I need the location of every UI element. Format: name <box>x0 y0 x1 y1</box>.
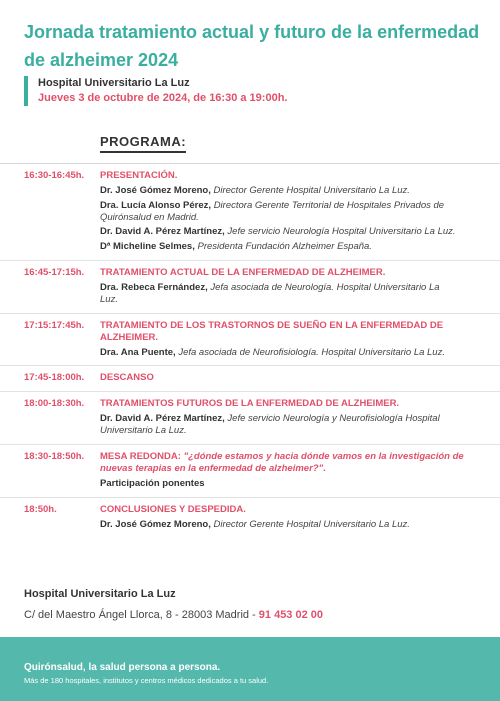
session-note: Participación ponentes <box>100 477 205 489</box>
session-time: 17:15:17:45h. <box>24 319 85 331</box>
session-title: PRESENTACIÓN. <box>100 170 178 181</box>
speaker-name: Dr. José Gómez Moreno, <box>100 185 211 196</box>
speaker-list <box>24 519 476 531</box>
session-title: TRATAMIENTO ACTUAL DE LA ENFERMEDAD DE ALZHEIMER. <box>100 266 386 278</box>
session-tratamiento-actual <box>0 261 500 314</box>
speaker-list <box>24 185 476 253</box>
speaker-name: Dra. Ana Puente, <box>100 346 176 358</box>
speaker-role: Jefa asociada de Neurología. Hospital Universitario La Luz. <box>100 281 440 305</box>
speaker-role: Director Gerente Hospital Universitario La Luz. <box>213 518 410 530</box>
session-title: CONCLUSIONES Y DESPEDIDA. <box>100 503 246 515</box>
speaker <box>100 347 476 359</box>
session-time: 18:30-18:50h. <box>24 450 85 462</box>
speaker <box>100 226 476 238</box>
speaker <box>100 519 476 531</box>
speaker-name: Dr. David A. Pérez Martínez, <box>100 413 225 425</box>
speaker <box>100 478 476 490</box>
hospital-address: C/ del Maestro Ángel Llorca, 8 - 28003 Madrid - <box>24 609 259 621</box>
speaker-list <box>24 347 476 359</box>
hospital-phone: 91 453 02 00 <box>258 609 324 621</box>
speaker-role: Director Gerente Hospital Universitario La Luz. <box>213 185 410 196</box>
program-list <box>0 163 500 538</box>
speaker-name: Dra. Lucía Alonso Pérez, <box>100 199 212 211</box>
speaker-list <box>24 478 476 490</box>
session-time: 18:00-18:30h. <box>24 398 85 410</box>
brand-banner <box>0 637 500 701</box>
session-title-question: "¿dónde estamos y hacia dónde vamos en la investigación de nuevas terapias en la enfermedad de alzheimer?" <box>100 450 464 474</box>
speaker <box>100 282 476 306</box>
session-title <box>100 451 476 475</box>
brand-slogan: Quirónsalud, la salud persona a persona. <box>24 662 221 673</box>
session-title: TRATAMIENTO DE LOS TRASTORNOS DE SUEÑO EN LA ENFERMEDAD DE ALZHEIMER. <box>100 319 444 343</box>
speaker <box>100 413 476 437</box>
hospital-address-line <box>24 607 323 623</box>
session-title-suffix: . <box>323 462 326 474</box>
speaker-role: Jefe servicio Neurología Hospital Universitario La Luz. <box>227 226 456 238</box>
session-presentacion <box>0 164 500 261</box>
session-tratamientos-futuros <box>0 392 500 445</box>
session-time: 18:50h. <box>24 503 57 515</box>
speaker-list <box>24 413 476 437</box>
session-title-prefix: MESA REDONDA: <box>100 450 184 462</box>
session-time: 16:45-17:15h. <box>24 266 85 278</box>
speaker-role: Jefe servicio Neurología y Neurofisiología Hospital Universitario La Luz. <box>100 413 440 437</box>
speaker-name: Dr. David A. Pérez Martínez, <box>100 226 225 238</box>
session-mesa-redonda <box>0 445 500 498</box>
session-descanso <box>0 366 500 392</box>
event-venue: Hospital Universitario La Luz <box>38 77 190 89</box>
speaker <box>100 200 476 224</box>
session-time: 17:45-18:00h. <box>24 372 85 384</box>
speaker-role: Jefa asociada de Neurofisiología. Hospital Universitario La Luz. <box>178 346 445 358</box>
session-time: 16:30-16:45h. <box>24 170 85 181</box>
speaker-name: Dª Micheline Selmes, <box>100 241 195 253</box>
speaker <box>100 241 476 253</box>
speaker-name: Dr. José Gómez Moreno, <box>100 518 211 530</box>
program-heading: PROGRAMA: <box>100 134 186 153</box>
session-trastornos-sueno <box>0 314 500 367</box>
speaker <box>100 185 476 197</box>
session-title: TRATAMIENTOS FUTUROS DE LA ENFERMEDAD DE ALZHEIMER. <box>100 398 400 410</box>
hospital-contact <box>24 587 323 623</box>
session-conclusiones <box>0 498 500 538</box>
event-date: Jueves 3 de octubre de 2024, de 16:30 a 19:00h. <box>38 92 288 104</box>
brand-subtitle: Más de 180 hospitales, institutos y centros médicos dedicados a tu salud. <box>24 676 269 685</box>
speaker-name: Dra. Rebeca Fernández, <box>100 281 208 293</box>
speaker-role: Presidenta Fundación Alzheimer España. <box>197 241 372 253</box>
speaker-list <box>24 282 476 306</box>
speaker-role: Directora Gerente Territorial de Hospitales Privados de Quirónsalud en Madrid. <box>100 199 445 223</box>
session-title: DESCANSO <box>100 372 154 384</box>
event-title: Jornada tratamiento actual y futuro de la enfermedad de alzheimer 2024 <box>24 22 480 70</box>
event-header <box>24 76 287 106</box>
hospital-name: Hospital Universitario La Luz <box>24 588 176 600</box>
